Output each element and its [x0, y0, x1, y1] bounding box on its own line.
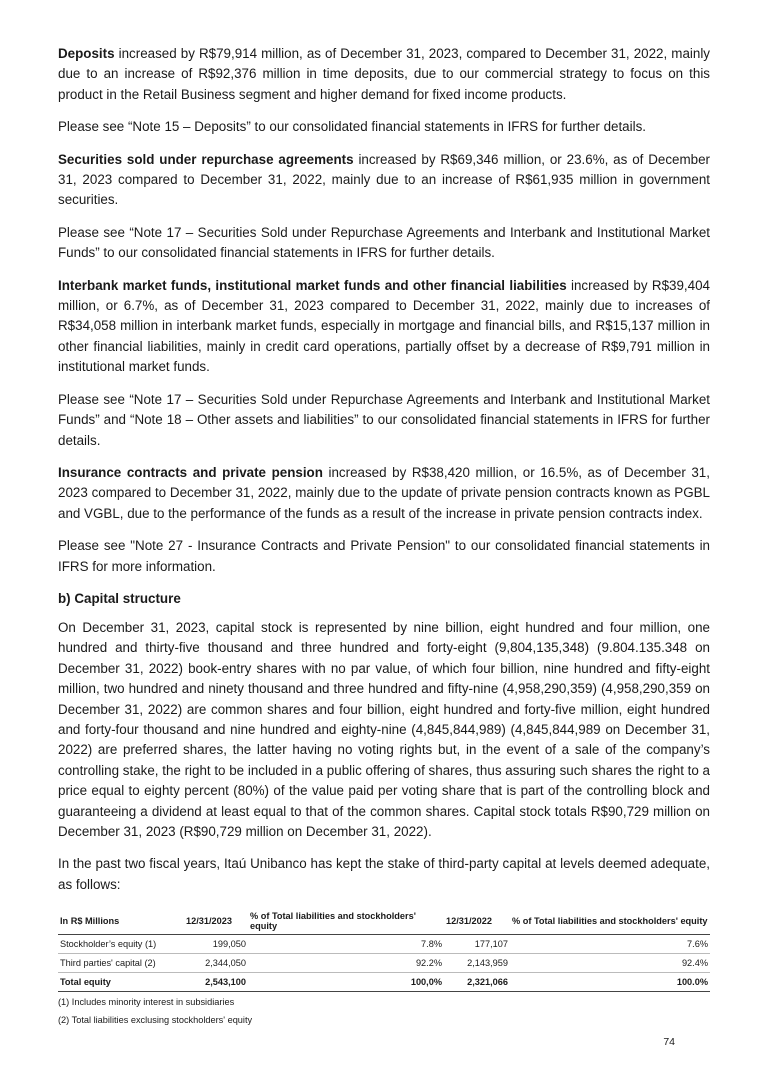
deposits-paragraph [58, 44, 710, 105]
table-cell: 199,050 [184, 935, 248, 954]
capital-table [58, 909, 710, 992]
table-row [58, 935, 710, 954]
table-cell: Total equity [58, 973, 184, 992]
table-cell: 2,143,959 [444, 954, 510, 973]
table-cell: 7.6% [510, 935, 710, 954]
deposits-lead: Deposits [58, 46, 115, 61]
table-cell: 2,321,066 [444, 973, 510, 992]
footnote: (1) Includes minority interest in subsidiaries [58, 997, 235, 1008]
table-header-row [58, 909, 710, 935]
table-header: % of Total liabilities and stockholders' equity [248, 909, 444, 935]
table-header: 12/31/2023 [184, 909, 248, 935]
past-years-paragraph: In the past two fiscal years, Itaú Unibanco has kept the stake of third-party capital at levels deemed adequate, as follows: [58, 856, 710, 892]
table-cell: 100.0% [510, 973, 710, 992]
deposits-text: increased by R$79,914 million, as of December 31, 2023, compared to December 31, 2022, mainly due to an increase of R$92,376 million in time deposits, due to our commercial strategy to focus on this product in the Retail Business segment and higher demand for fixed income products. [58, 46, 710, 102]
insurance-paragraph [58, 463, 710, 524]
table-cell: 7.8% [248, 935, 444, 954]
capital-structure-paragraph: On December 31, 2023, capital stock is represented by nine billion, eight hundred and four million, one hundred and thirty-five thousand and three hundred and forty-eight (9,804,135,348) (9.804.135.348 on December 31, 2022) book-entry shares with no par value, of which four billion, nine hundred and fifty-eight million, two hundred and ninety thousand and three hundred and fifty-nine (4,958,290,359) (4,958,290,359 on December 31, 2022) are common shares and four billion, eight hundred and forty-five million, eight hundred and forty-four thousand and nine hundred and eighty-nine (4,845,844,989) (4,845,844,989 on December 31, 2022) are preferred shares, the latter having no voting rights but, in the event of a sale of the company’s controlling stake, the right to be included in a public offering of shares, thus assuring such shares the right to a price equal to eighty percent (80%) of the value paid per voting share that is part of the controlling block and guaranteeing a dividend at least equal to that of the common shares. Capital stock totals R$90,729 million on December 31, 2023 (R$90,729 million on December 31, 2022). [58, 619, 710, 839]
interbank-paragraph [58, 276, 710, 378]
table-cell: 2,543,100 [184, 973, 248, 992]
insurance-note: Please see "Note 27 - Insurance Contracts and Private Pension" to our consolidated financial statements in IFRS for more information. [58, 538, 710, 574]
table-cell: Third parties' capital (2) [58, 954, 184, 973]
repo-lead: Securities sold under repurchase agreements [58, 151, 354, 167]
table-header: In R$ Millions [58, 909, 184, 935]
deposits-note: Please see “Note 15 – Deposits” to our consolidated financial statements in IFRS for further details. [58, 119, 646, 135]
page-number: 74 [663, 1036, 675, 1048]
repo-note: Please see “Note 17 – Securities Sold under Repurchase Agreements and Interbank and Institutional Market Funds” to our consolidated financial statements in IFRS for further details. [58, 224, 710, 261]
document-page [58, 44, 710, 1032]
table-header: % of Total liabilities and stockholders' equity [510, 909, 710, 935]
table-cell: 92.4% [510, 954, 710, 973]
table-cell: 92.2% [248, 954, 444, 973]
table-footnotes [58, 996, 710, 1026]
insurance-text: increased by R$38,420 million, or 16.5%, as of December 31, 2023 compared to December 31, 2022, mainly due to the update of private pension contracts known as PGBL and VGBL, due to the performance of the funds as a result of the increase in private pension contracts index. [58, 464, 710, 521]
interbank-text: increased by R$39,404 million, or 6.7%, as of December 31, 2023 compared to December 31, 2022, mainly due to increases of R$34,058 million in interbank market funds, especially in mortgage and financial bills, and R$15,137 million in other financial liabilities, mainly in credit card operations, partially offset by a decrease of R$9,791 million in institutional market funds. [58, 277, 710, 375]
table-row [58, 954, 710, 973]
repo-text: increased by R$69,346 million, or 23.6%, as of December 31, 2023 compared to December 31, 2022, mainly due to an increase of R$61,935 million in government securities. [58, 151, 710, 208]
table-cell: Stockholder’s equity (1) [58, 935, 184, 954]
interbank-note: Please see “Note 17 – Securities Sold under Repurchase Agreements and Interbank and Institutional Market Funds” and “Note 18 – Other assets and liabilities” to our consolidated financial statements in IFRS for further details. [58, 391, 710, 448]
table-header: 12/31/2022 [444, 909, 510, 935]
table-total-row [58, 973, 710, 992]
table-cell: 177,107 [444, 935, 510, 954]
footnote: (2) Total liabilities exclusing stockholders' equity [58, 1015, 253, 1026]
insurance-lead: Insurance contracts and private pension [58, 464, 323, 480]
interbank-lead: Interbank market funds, institutional market funds and other financial liabilities [58, 277, 567, 293]
capital-structure-heading: b) Capital structure [58, 590, 181, 606]
repo-paragraph [58, 150, 710, 211]
table-cell: 2,344,050 [184, 954, 248, 973]
table-cell: 100,0% [248, 973, 444, 992]
